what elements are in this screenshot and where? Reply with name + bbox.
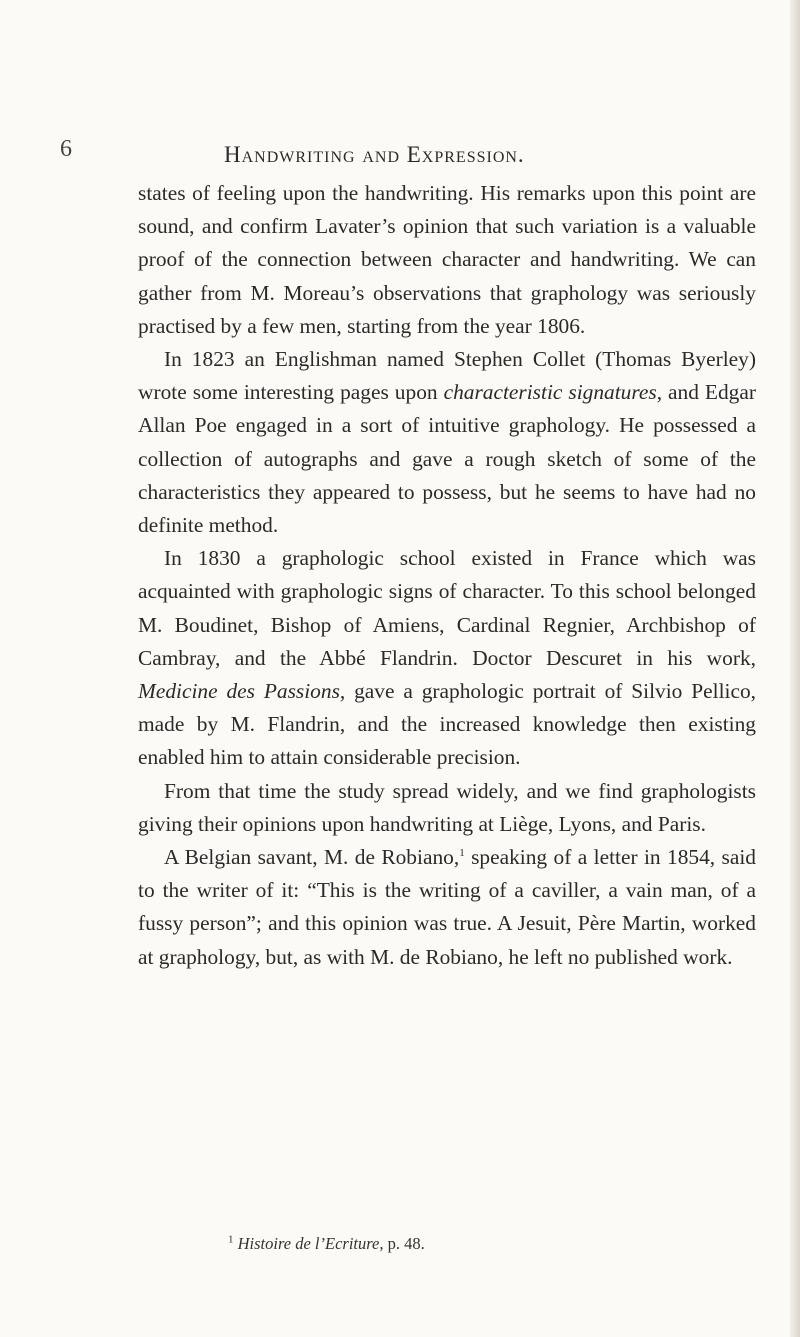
italic-title: characteristic signatures	[443, 380, 657, 405]
text-run: states of feeling upon the handwriting. His remarks upon this point are sound, and confirm Lavater’s opinion that such variation is a valuable proof of the connection between character and handwriting. We can gather from M. Moreau’s observations that graphology was seriously practised by a few men, starting from the year 1806.	[138, 181, 756, 338]
footnote-marker: 1	[228, 1233, 234, 1246]
paragraph	[138, 542, 756, 774]
paragraph	[138, 775, 756, 841]
text-run: , and Edgar Allan Poe engaged in a sort of intuitive graphology. He possessed a collection of autographs and gave a rough sketch of some of the characteristics they appeared to possess, but he seems to have had no definite method.	[138, 380, 756, 538]
text-run: A Belgian savant, M. de Robiano,	[164, 845, 460, 870]
text-run: , gave a graphologic portrait of Silvio Pellico, made by M. Flandrin, and the increased knowledge then existing enabled him to attain considerable precision.	[138, 679, 756, 770]
footnote-ref: , p. 48.	[379, 1234, 425, 1253]
italic-title: Medicine des Passions	[138, 679, 340, 704]
footnote-ref-marker: 1	[459, 846, 465, 859]
paragraph	[138, 177, 756, 343]
page-number: 6	[60, 136, 72, 162]
footnote-title: Histoire de l’Ecriture	[237, 1234, 380, 1253]
page-header	[60, 136, 760, 176]
paragraph	[138, 841, 756, 974]
text-run: From that time the study spread widely, and we find graphologists giving their opinions upon handwriting at Liège, Lyons, and Paris.	[138, 778, 756, 836]
paragraph	[138, 343, 756, 542]
page-edge-shadow	[790, 0, 800, 1337]
text-run: speaking of a letter in 1854, said to the writer of it: “This is the writing of a caviller, a vain man, of a fussy person”; and this opinion was true. A Jesuit, Père Martin, worked at graphology, but, as with M. de Robiano, he left no published work.	[138, 845, 756, 969]
footnote	[228, 1234, 425, 1254]
running-head: Handwriting and Expression.	[224, 142, 525, 167]
text-run: In 1830 a graphologic school existed in France which was acquainted with graphologic signs of character. To this school belonged M. Boudinet, Bishop of Amiens, Cardinal Regnier, Archbishop of Cambray, and the Abbé Flandrin. Doctor Descuret in his work,	[138, 546, 756, 670]
text-run: In 1823 an Englishman named Stephen Collet (Thomas Byerley) wrote some interesting pages upon	[138, 347, 756, 405]
body-text	[138, 177, 756, 974]
